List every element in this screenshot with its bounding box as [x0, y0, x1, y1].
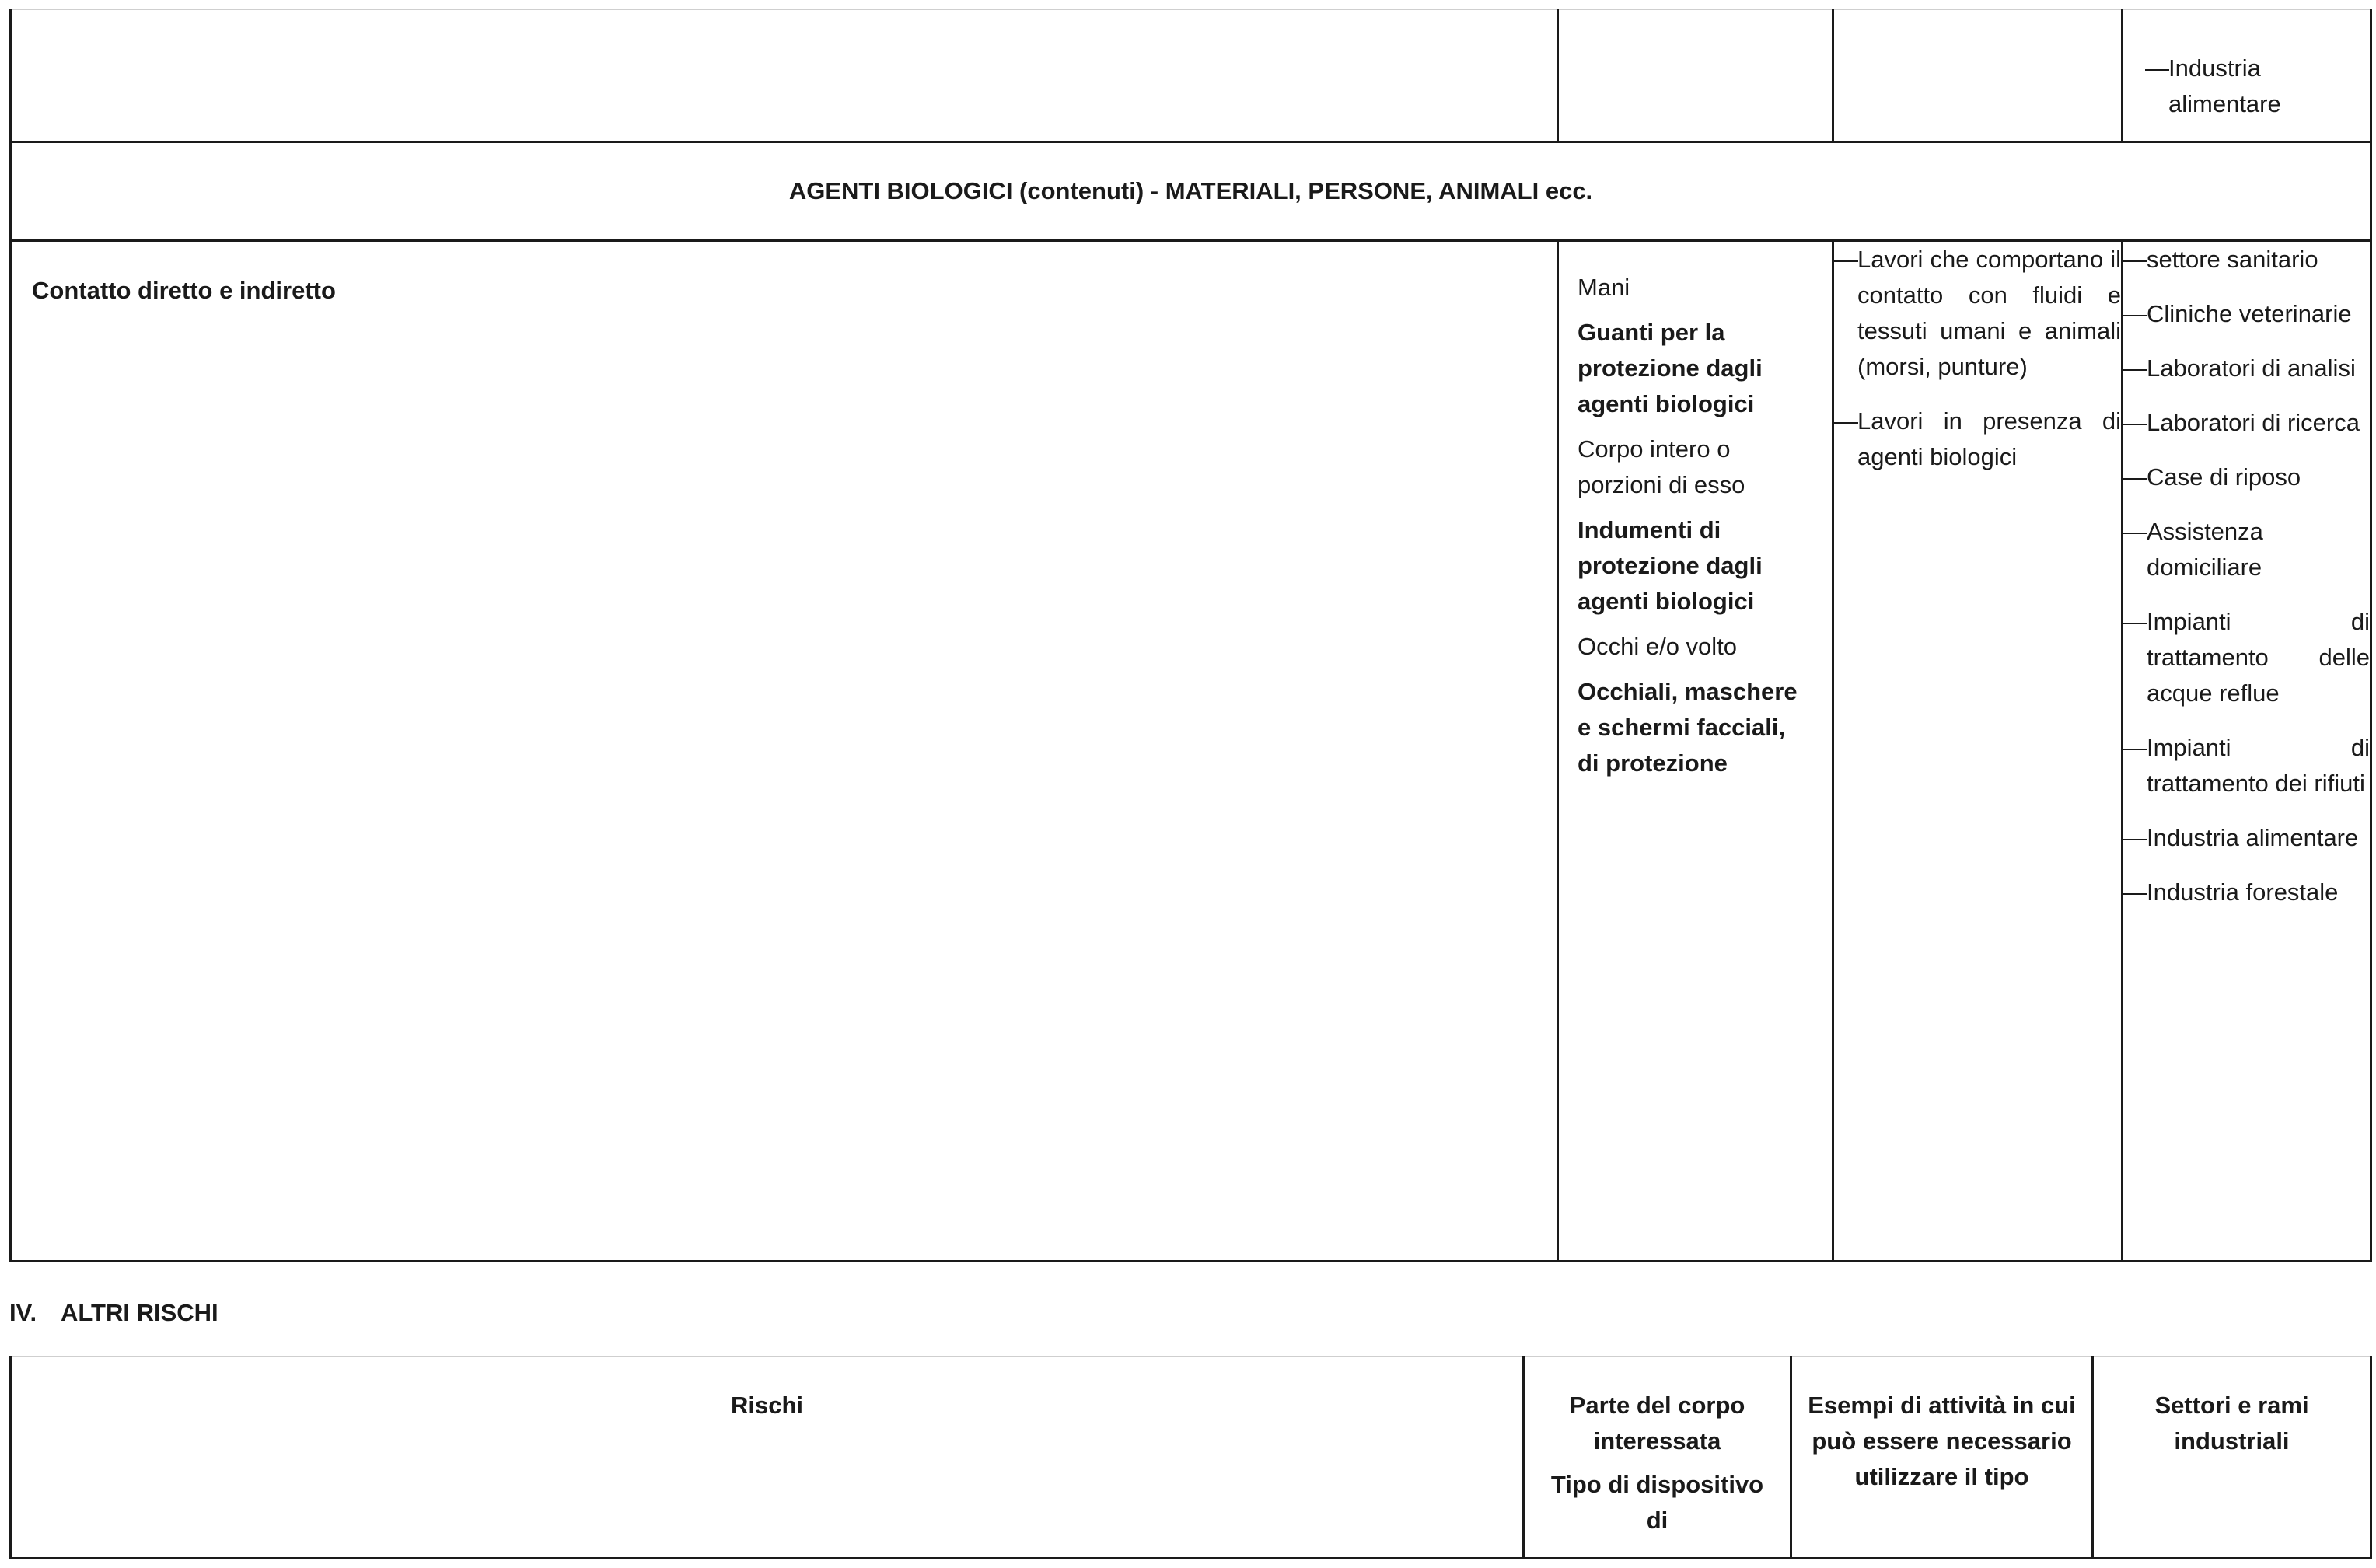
sector-item: — settore sanitario	[2123, 242, 2370, 278]
ppe-table-other-risks	[9, 1356, 2372, 1559]
band-row	[11, 142, 2371, 241]
ppe-gloves: Guanti per la protezione dagli agenti biologici	[1578, 319, 1763, 417]
ppe-eye-face-protection: Occhiali, maschere e schermi facciali, di protezione	[1578, 678, 1798, 777]
sectors-list	[2123, 242, 2370, 910]
continued-activities-cell	[1833, 10, 2123, 142]
sector-item: — Industria alimentare	[2123, 820, 2370, 856]
header-row	[11, 1357, 2371, 1559]
sectors-cell	[2123, 241, 2371, 1262]
continued-sectors-list	[2145, 51, 2353, 122]
activities-cell	[1833, 241, 2123, 1262]
body-part-eyes-face: Occhi e/o volto	[1578, 633, 1738, 660]
sector-item: — Industria forestale	[2123, 875, 2370, 910]
continued-sectors-cell	[2123, 10, 2371, 142]
section-heading	[9, 1295, 218, 1331]
sector-item: — Assistenza domiciliare	[2123, 514, 2370, 585]
sector-item: — Laboratori di ricerca	[2123, 405, 2370, 441]
header-body-part-line2: Tipo di dispositivo di	[1550, 1471, 1764, 1534]
activities-list	[1834, 242, 2121, 475]
sector-item: — Case di riposo	[2123, 459, 2370, 495]
header-risks-label: Rischi	[730, 1392, 804, 1419]
sector-item: — Cliniche veterinarie	[2123, 296, 2370, 332]
body-part-whole-body: Corpo intero o porzioni di esso	[1578, 435, 1745, 498]
sector-item: — Industria alimentare	[2145, 51, 2353, 122]
activity-item: — Lavori che comportano il contatto con fluidi e tessuti umani e animali (morsi, punture)	[1834, 242, 2121, 385]
header-activities	[1791, 1357, 2093, 1559]
body-part-cell	[1558, 241, 1833, 1262]
sector-item: — Impianti di trattamento dei rifiuti	[2123, 730, 2370, 801]
sector-item: — Impianti di trattamento delle acque reflue	[2123, 604, 2370, 711]
ppe-clothing: Indumenti di protezione dagli agenti biologici	[1578, 516, 1763, 615]
header-sectors-label: Settori e rami industriali	[2154, 1392, 2309, 1455]
header-sectors	[2093, 1357, 2371, 1559]
header-body-part	[1524, 1357, 1791, 1559]
header-activities-label: Esempi di attività in cui può essere necessario utilizzare il tipo	[1808, 1392, 2076, 1490]
continued-body-part-cell	[1558, 10, 1833, 142]
risk-cell	[11, 241, 1558, 1262]
sector-item: — Laboratori di analisi	[2123, 351, 2370, 386]
biological-risk-row	[11, 241, 2371, 1262]
activity-item: — Lavori in presenza di agenti biologici	[1834, 403, 2121, 475]
risk-title: Contatto diretto e indiretto	[32, 277, 336, 304]
section-number: IV.	[9, 1299, 37, 1326]
band-title: AGENTI BIOLOGICI (contenuti) - MATERIALI, PERSONE, ANIMALI ecc.	[11, 142, 2371, 241]
header-body-part-line1: Parte del corpo interessata	[1569, 1392, 1745, 1455]
body-part-hands: Mani	[1578, 274, 1630, 301]
continued-row	[11, 10, 2371, 142]
header-risks	[11, 1357, 1524, 1559]
continued-risk-cell	[11, 10, 1558, 142]
body-parts-list	[1559, 242, 1832, 781]
ppe-table-biological	[9, 9, 2372, 1262]
section-title: ALTRI RISCHI	[61, 1299, 218, 1326]
